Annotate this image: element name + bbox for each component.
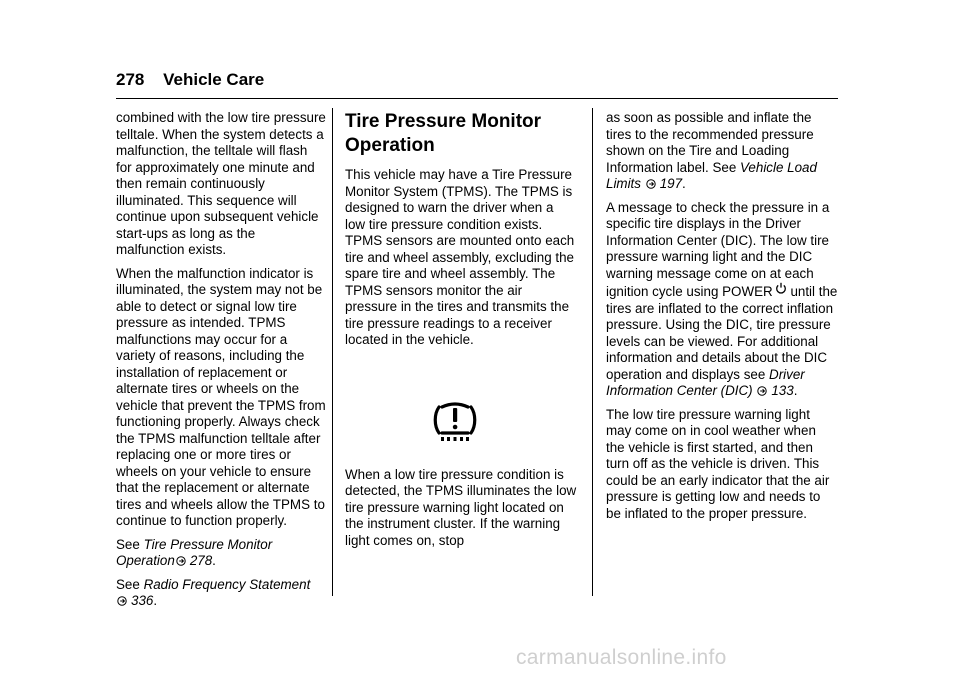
see-label: See	[116, 576, 140, 592]
ref-link-tire-pressure-monitor-operation[interactable]	[116, 537, 272, 569]
ref-link-radio-frequency-statement[interactable]	[116, 577, 310, 609]
page-ref-arrow-icon	[176, 556, 187, 566]
ref-page[interactable]: 133	[771, 383, 794, 398]
page-header	[116, 70, 264, 90]
power-icon	[775, 282, 787, 294]
page-ref-arrow-icon	[757, 386, 768, 396]
column-divider	[592, 108, 593, 596]
paragraph: When a low tire pressure condition is detected, the TPMS illuminates the low tire pressure warning light located on the instrument cluster. If the warning light comes on, stop	[345, 466, 577, 548]
tire-pressure-warning-icon	[430, 397, 480, 447]
ref-page[interactable]: 197	[659, 176, 683, 191]
period: .	[212, 553, 216, 568]
paragraph-text: until the tires are inflated to the correct inflation pressure. Using the DIC, tire pressure levels can be viewed. For additional information and details about the DIC operation and displays see	[606, 284, 838, 382]
paragraph-text: as soon as possible and inflate the tires to the recommended pressure shown on the Tire and Loading Information label. See	[606, 110, 814, 175]
period: .	[153, 593, 158, 608]
page-number: 278	[116, 70, 145, 89]
paragraph: The low tire pressure warning light may come on in cool weather when the vehicle is first started, and then turn off as the vehicle is driven. This could be an early indicator that the air pressure is getting low and needs to be inflated to the proper pressure.	[606, 406, 830, 521]
cross-reference	[116, 537, 326, 570]
column-2	[345, 110, 577, 556]
paragraph	[606, 200, 838, 400]
ref-title[interactable]: Vehicle Load Limits	[606, 159, 817, 191]
ref-title[interactable]: Driver Information Center (DIC)	[606, 366, 805, 398]
cross-reference	[116, 577, 326, 610]
see-label: See	[116, 536, 140, 552]
period: .	[682, 176, 686, 191]
period: .	[793, 383, 798, 398]
watermark: carmanualsonline.info	[516, 646, 727, 669]
column-3	[606, 110, 838, 529]
ref-title[interactable]: Radio Frequency Statement	[143, 576, 311, 592]
page-ref-arrow-icon	[646, 179, 657, 189]
column-divider	[332, 108, 333, 596]
paragraph	[606, 110, 838, 193]
paragraph: combined with the low tire pressure telltale. When the system detects a malfunction, the telltale will flash for approximately one minute and then remain continuously illuminated. This sequence will continue upon subsequent vehicle start-ups as long as the malfunction exists.	[116, 110, 326, 257]
column-1	[116, 110, 326, 617]
header-rule	[116, 98, 838, 99]
paragraph: When the malfunction indicator is illuminated, the system may not be able to detect or signal low tire pressure as intended. TPMS malfunctions may occur for a variety of reasons, including the installation of replacement or alternate tires or wheels on the vehicle that prevent the TPMS from functioning properly. Always check the TPMS malfunction telltale after replacing one or more tires or wheels on your vehicle to ensure that the replacement or alternate tires and wheels allow the TPMS to continue to function properly.	[116, 265, 326, 528]
page-ref-arrow-icon	[117, 596, 128, 606]
ref-page[interactable]: 336	[131, 593, 154, 608]
section-heading: Tire Pressure Monitor Operation	[345, 111, 542, 156]
section-title: Vehicle Care	[163, 70, 265, 89]
paragraph-text: A message to check the pressure in a specific tire displays in the Driver Information Center (DIC). The low tire pressure warning light and the DIC warning message come on at each ignition cycle using POWER	[606, 199, 830, 299]
ref-page[interactable]: 278	[189, 553, 213, 568]
paragraph: This vehicle may have a Tire Pressure Monitor System (TPMS). The TPMS is designed to warn the driver when a low tire pressure condition exists. TPMS sensors are mounted onto each tire and wheel assembly, excluding the spare tire and wheel assembly. The TPMS sensors monitor the air pressure in the tires and transmits the tire pressure readings to a receiver located in the vehicle.	[345, 167, 575, 347]
ref-title[interactable]: Tire Pressure Monitor Operation	[116, 536, 273, 568]
